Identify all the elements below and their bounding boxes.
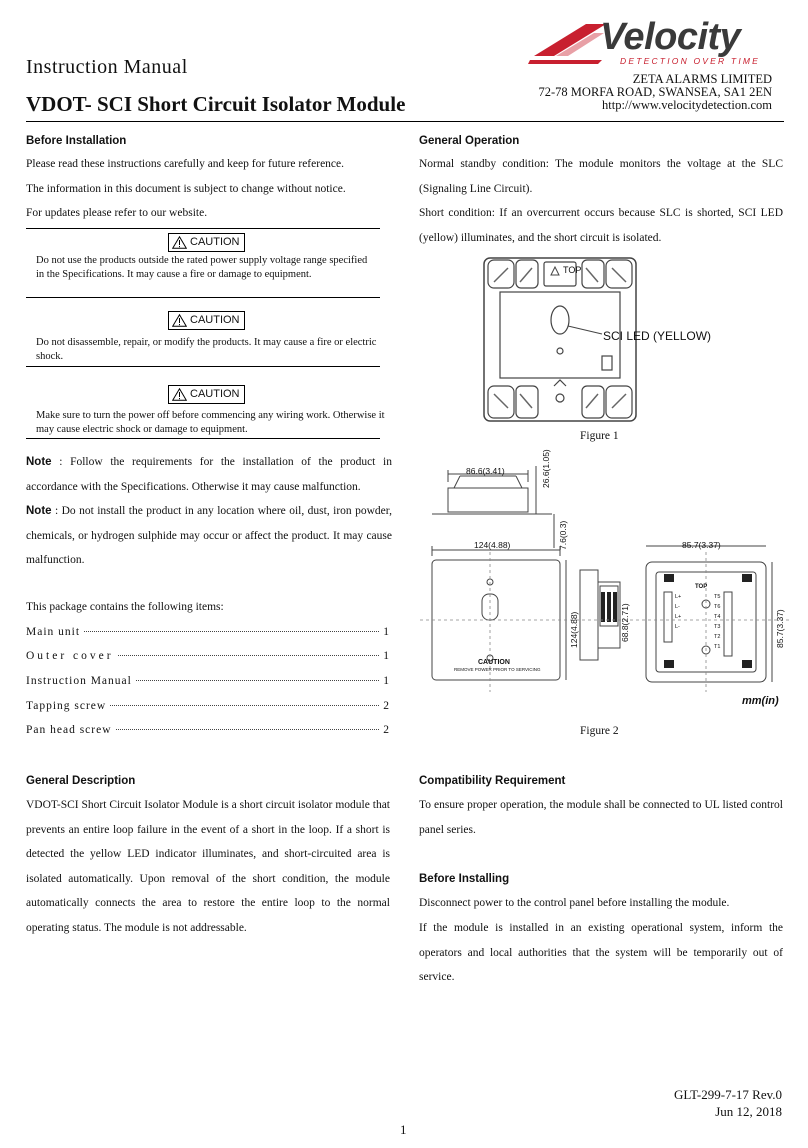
before-installation-line: The information in this document is subject to change without notice. [26, 182, 346, 195]
note-label: Note [26, 456, 52, 468]
dim-body-width: 85.7(3.37) [682, 540, 721, 550]
package-item-name: Pan head screw [26, 724, 112, 736]
cover-caution-label: CAUTION [478, 659, 510, 666]
terminal-label: L- [675, 604, 680, 610]
caution-badge [168, 311, 245, 330]
doc-number: GLT-299-7-17 Rev.0 [674, 1087, 782, 1102]
dim-body-height: 85.7(3.37) [775, 609, 785, 648]
before-installation-line: For updates please refer to our website. [26, 207, 208, 219]
dimension-drawing [420, 452, 790, 714]
package-item-qty: 1 [383, 650, 390, 662]
terminal-label: L- [675, 624, 680, 630]
package-item [26, 724, 390, 736]
package-intro: This package contains the following items: [26, 601, 224, 613]
terminal-label: T6 [714, 604, 721, 610]
terminal-label: L+ [675, 594, 682, 600]
package-item-qty: 2 [383, 700, 390, 712]
caution-badge [168, 233, 245, 252]
figure-2-diagram [420, 449, 790, 714]
before-installation-heading: Before Installation [26, 135, 127, 147]
caution-rule [26, 228, 380, 229]
before-installation-text [26, 152, 396, 226]
caution-text: Do not use the products outside the rated power supply voltage range specified in the Specifications. It may cause a fire or damage to equipment. [36, 255, 368, 280]
header-rule [26, 121, 784, 122]
package-item-qty: 1 [383, 675, 390, 687]
package-item [26, 700, 390, 712]
caution-label: CAUTION [190, 388, 240, 400]
package-item-qty: 2 [383, 724, 390, 736]
caution-rule [26, 438, 380, 439]
figure-1-caption: Figure 1 [580, 430, 619, 442]
note-text: Follow the requirements for the installation of the product in accordance with the Specifications. Otherwise it may cause malfunction. [26, 456, 392, 493]
cover-warning-label: REMOVE POWER PRIOR TO SERVICING [454, 667, 541, 672]
package-item-name: Instruction Manual [26, 675, 132, 687]
doc-date: Jun 12, 2018 [715, 1104, 782, 1119]
company-name: ZETA ALARMS LIMITED [632, 72, 772, 86]
company-block [472, 73, 772, 112]
page-number: 1 [400, 1122, 407, 1137]
general-operation-short: Short condition: If an overcurrent occurs because SLC is shorted, SCI LED (yellow) illuminates, and the short circuit is isolated. [419, 207, 783, 244]
note-1: Note : Follow the requirements for the installation of the product in accordance with the Specifications. Otherwise it may cause malfunction. [26, 456, 392, 493]
caution-label: CAUTION [190, 314, 240, 326]
package-item-name: Main unit [26, 626, 81, 638]
general-description-text: VDOT-SCI Short Circuit Isolator Module is a short circuit isolator module that prevents an entire loop failure in the event of a short in the loop. If a short is detected the yellow LED indicator illuminates, and short-circuited area is isolated automatically. Upon removal of the short condition, the module automatically connects the area to restore the entire loop to the normal operating status. The module is not addressable. [26, 799, 390, 934]
note-label: Note [26, 505, 52, 517]
note-text: Do not install the product in any location where oil, dust, iron powder, chemicals, or hydrogen sulphide may occur or affect the product. It may cause malfunction. [26, 505, 392, 566]
before-installing-line2: If the module is installed in an existing operational system, inform the operators and local authorities that the system will be temporarily out of service. [419, 922, 783, 983]
compatibility-text: To ensure proper operation, the module shall be connected to UL listed control panel series. [419, 799, 783, 836]
right-terminal-labels [714, 592, 720, 652]
package-item [26, 626, 390, 638]
dim-cover-height: 124(4.88) [569, 611, 579, 648]
dim-height: 26.6(1.05) [541, 449, 551, 488]
terminal-label: T4 [714, 614, 721, 620]
dim-side: 68.8(2.71) [620, 603, 630, 642]
footer-doc-info [674, 1086, 782, 1120]
before-installing-line1: Disconnect power to the control panel before installing the module. [419, 897, 730, 909]
general-description-heading: General Description [26, 775, 136, 787]
back-top-label: TOP [695, 584, 708, 590]
general-operation-heading: General Operation [419, 135, 520, 147]
caution-label: CAUTION [190, 236, 240, 248]
manual-label: Instruction Manual [26, 56, 188, 78]
warning-triangle-icon [172, 236, 187, 249]
dim-depth: 7.6(0.3) [558, 520, 568, 550]
logo-wordmark: Velocity [600, 16, 741, 58]
company-website: http://www.velocitydetection.com [602, 98, 772, 112]
logo-tagline: DETECTION OVER TIME [620, 56, 761, 66]
units-label: mm(in) [742, 695, 779, 707]
document-title: VDOT- SCI Short Circuit Isolator Module [26, 92, 406, 116]
figure-2-caption: Figure 2 [580, 725, 619, 737]
terminal-label: L+ [675, 614, 682, 620]
terminal-label: T1 [714, 644, 721, 650]
note-2: Note : Do not install the product in any location where oil, dust, iron powder, chemicals, or hydrogen sulphide may occur or affect the product. It may cause malfunction. [26, 505, 392, 566]
before-installation-line: Please read these instructions carefully and keep for future reference. [26, 158, 345, 170]
terminal-label: T5 [714, 594, 721, 600]
before-installing-heading: Before Installing [419, 873, 510, 885]
package-item-name: Tapping screw [26, 700, 107, 712]
terminal-label: T3 [714, 624, 721, 630]
general-operation-normal: Normal standby condition: The module monitors the voltage at the SLC (Signaling Line Circuit). [419, 158, 783, 195]
caution-badge [168, 385, 245, 404]
caution-rule [26, 366, 380, 367]
velocity-logo [528, 16, 778, 68]
company-address: 72-78 MORFA ROAD, SWANSEA, SA1 2EN [538, 85, 772, 99]
left-terminal-labels [675, 592, 681, 632]
warning-triangle-icon [172, 388, 187, 401]
terminal-label: T2 [714, 634, 721, 640]
package-item-qty: 1 [383, 626, 390, 638]
caution-rule [26, 297, 380, 298]
figure-1-diagram [478, 256, 728, 426]
dim-width: 86.6(3.41) [466, 466, 505, 476]
package-item-name: Outer cover [26, 650, 114, 662]
caution-text: Do not disassemble, repair, or modify the products. It may cause a fire or electric shock. [36, 337, 377, 362]
top-marker: TOP [563, 265, 582, 275]
dim-cover-width: 124(4.88) [474, 540, 511, 550]
compatibility-heading: Compatibility Requirement [419, 775, 566, 787]
sci-led-callout: SCI LED (YELLOW) [603, 329, 712, 343]
warning-triangle-icon [172, 314, 187, 327]
caution-text: Make sure to turn the power off before commencing any wiring work. Otherwise it may cause electric shock or damage to equipment. [36, 410, 385, 435]
package-item [26, 650, 390, 662]
package-item [26, 675, 390, 687]
